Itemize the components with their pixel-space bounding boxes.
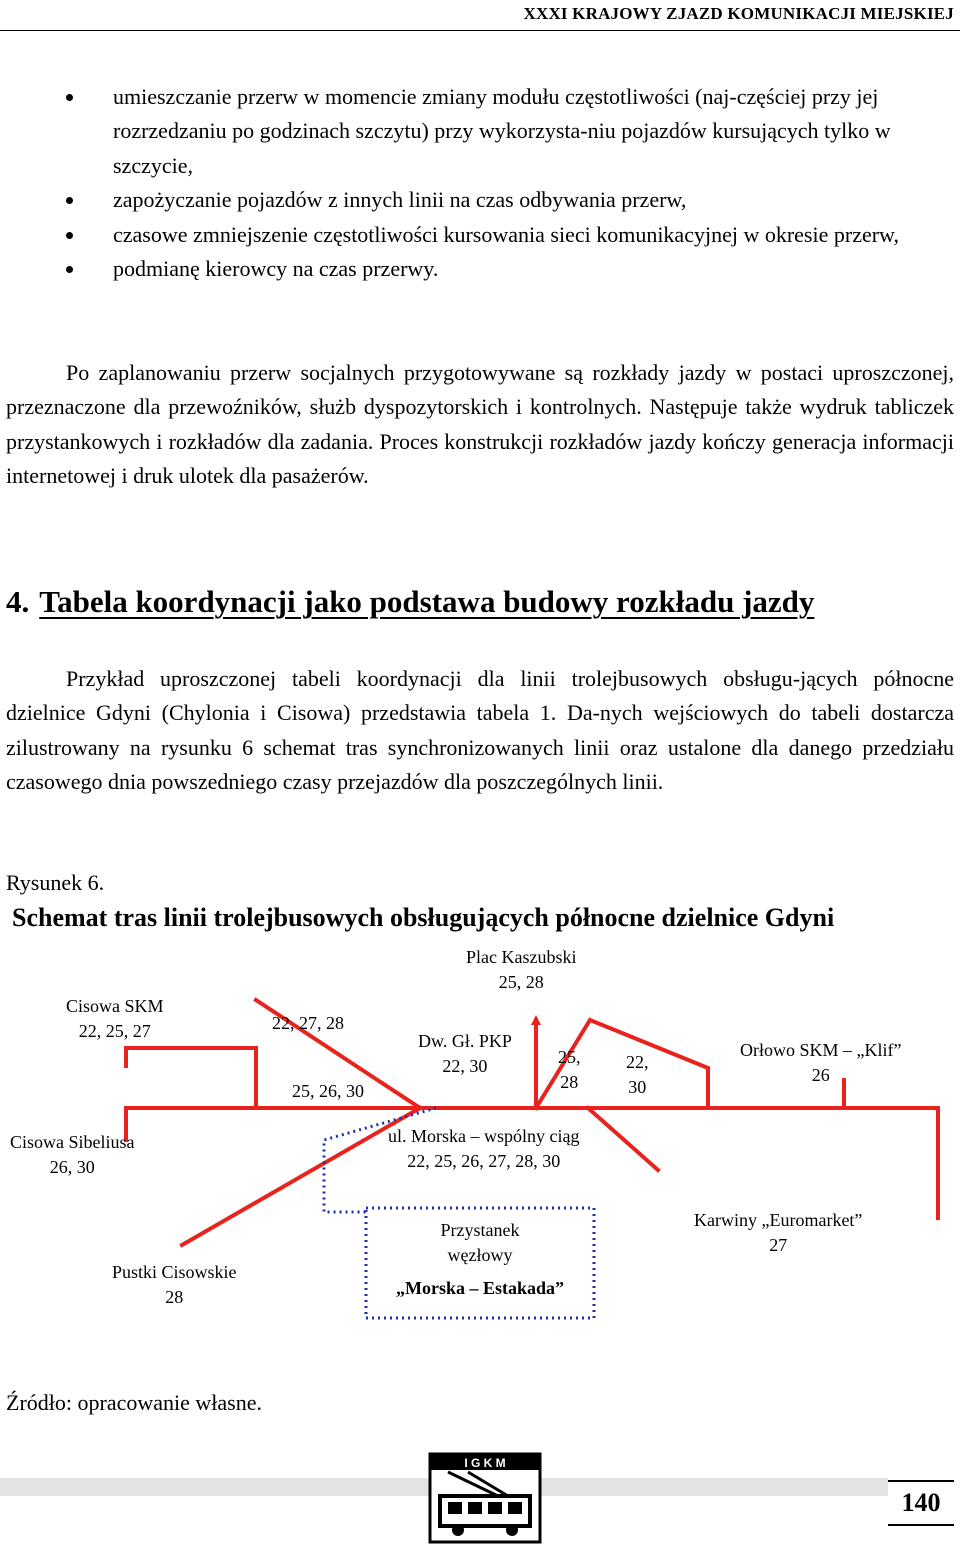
stop-orlowo: Orłowo SKM – „Klif” 26: [740, 1040, 902, 1085]
bullet-item: czasowe zmniejszenie częstotliwości kursowania sieci komunikacyjnej w okresie przerw,: [0, 218, 960, 252]
trolleybus-logo-icon: [428, 1452, 542, 1544]
stop-dworzec: Dw. Gł. PKP 22, 30: [418, 1031, 512, 1076]
figure-source: Źródło: opracowanie własne.: [6, 1390, 262, 1415]
branch-cisowa-skm: [126, 1048, 256, 1108]
route-diagram: [0, 940, 960, 1360]
paragraph-timetables: Po zaplanowaniu przerw socjalnych przygotowywane są rozkłady jazdy w postaci uproszczonej, przeznaczone dla przewoźników, służb dyspozytorskich i kontrolnych. Następuje także wydruk tabliczek przystankowych i rozkładów dla zadania. Proces konstrukcji rozkładów jazdy kończy generacja informacji internetowej i druk ulotek dla pasażerów.: [6, 360, 954, 489]
stop-wezel: Przystanek węzłowy „Morska – Estakada”: [395, 1220, 565, 1298]
figure-title: Schemat tras linii trolejbusowych obsługujących północne dzielnice Gdyni: [12, 903, 835, 932]
bullet-item: umieszczanie przerw w momencie zmiany modułu częstotliwości (naj-częściej przy jej rozrzedzaniu po godzinach szczytu) przy wykorzysta-niu pojazdów kursujących tylko w szczycie,: [0, 80, 960, 183]
segment-25-28: 25, 28: [558, 1047, 581, 1092]
bullet-item: podmianę kierowcy na czas przerwy.: [0, 252, 960, 286]
page-header: [0, 0, 960, 31]
segment-22-30: 22, 30: [626, 1052, 649, 1097]
logo-text: I G K M: [464, 1456, 506, 1470]
stop-karwiny: Karwiny „Euromarket” 27: [694, 1210, 863, 1255]
page-number: 140: [888, 1480, 954, 1526]
bullet-list: [0, 80, 960, 286]
segment-25-26-30: 25, 26, 30: [292, 1081, 364, 1101]
bullet-item: zapożyczanie pojazdów z innych linii na czas odbywania przerw,: [0, 183, 960, 217]
stop-morska: ul. Morska – wspólny ciąg 22, 25, 26, 27, 28, 30: [388, 1126, 580, 1171]
section-number: 4.: [6, 584, 30, 619]
section-title: Tabela koordynacji jako podstawa budowy rozkładu jazdy: [39, 584, 815, 619]
stop-cisowa-sibeliusa: Cisowa Sibeliusa 26, 30: [10, 1132, 135, 1177]
stop-pustki: Pustki Cisowskie 28: [112, 1262, 237, 1307]
igkm-logo: [428, 1452, 542, 1544]
segment-22-27-28: 22, 27, 28: [272, 1013, 344, 1033]
figure-label: Rysunek 6.: [6, 870, 105, 895]
stop-plac-kaszubski: Plac Kaszubski 25, 28: [466, 947, 577, 992]
header-title: XXXI KRAJOWY ZJAZD KOMUNIKACJI MIEJSKIEJ: [523, 4, 954, 23]
paragraph-coordination: Przykład uproszczonej tabeli koordynacji dla linii trolejbusowych obsługu-jących północne dzielnice Gdyni (Chylonia i Cisowa) przedstawia tabela 1. Da-nych wejściowych do tabeli dostarcza zilustrowany na rysunku 6 schemat tras synchronizowanych linii oraz ustalone dla danego przedziału czasowego dnia powszedniego czasy przejazdów dla poszczególnych linii.: [6, 666, 954, 795]
branch-karwiny-link: [588, 1108, 658, 1170]
section-heading: [6, 584, 814, 620]
branch-pustki: [182, 1108, 420, 1245]
stop-cisowa-skm: Cisowa SKM 22, 25, 27: [66, 996, 164, 1041]
